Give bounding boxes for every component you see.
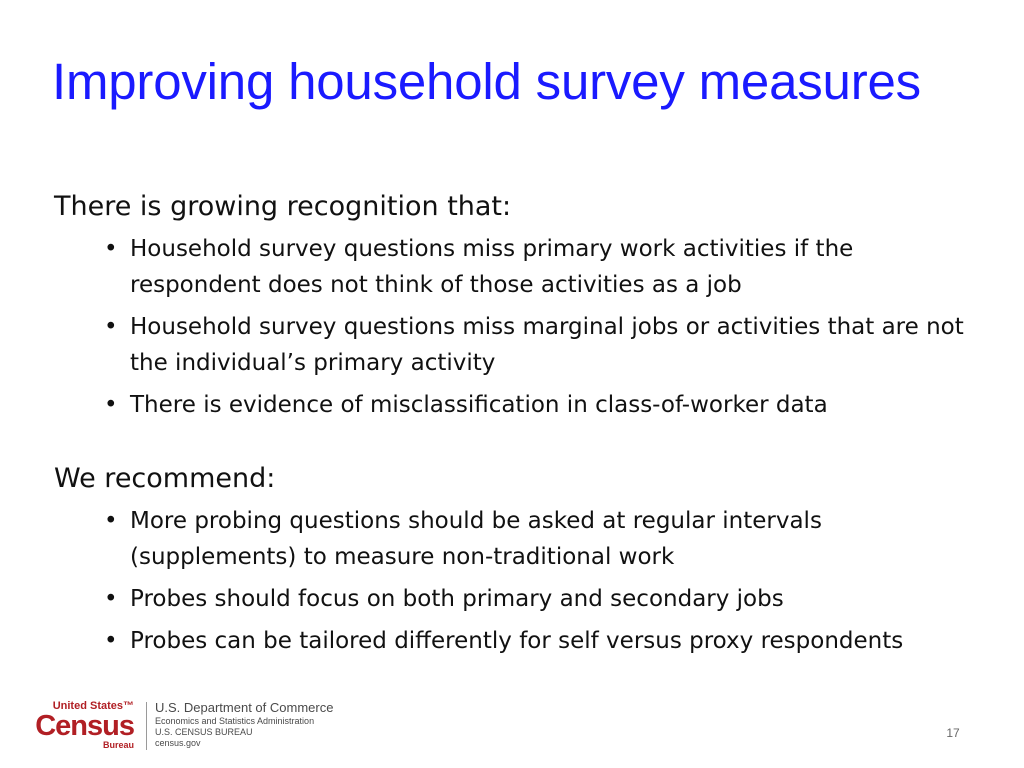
logo-main-text: Census (35, 710, 134, 742)
slide-title: Improving household survey measures (52, 53, 921, 110)
bullet-list (54, 503, 964, 659)
bureau-name: U.S. CENSUS BUREAU (155, 727, 253, 737)
logo-top-text: United States™ (52, 700, 134, 712)
bullet-list (54, 231, 964, 423)
recommendation-section (54, 461, 964, 665)
bullet-item: • Probes can be tailored differently for self versus proxy respondents (104, 623, 964, 659)
page-number: 17 (946, 726, 960, 740)
logo-bottom-text: Bureau (102, 740, 134, 750)
bullet-item: • Probes should focus on both primary and secondary jobs (104, 581, 964, 617)
administration-name: Economics and Statistics Administration (155, 716, 315, 726)
census-logo (28, 700, 134, 750)
bullet-item: • More probing questions should be asked at regular intervals (supplements) to measure non-traditional work (104, 503, 964, 575)
footer-divider (146, 702, 147, 750)
bullet-item: • Household survey questions miss primary work activities if the respondent does not think of those activities as a job (104, 231, 964, 303)
bullet-item: • There is evidence of misclassification in class-of-worker data (104, 387, 964, 423)
department-name: U.S. Department of Commerce (155, 700, 334, 715)
footer (28, 700, 333, 752)
recognition-section (54, 189, 964, 429)
section-lead: We recommend: (54, 463, 276, 494)
bullet-item: • Household survey questions miss marginal jobs or activities that are not the individual’s primary activity (104, 309, 964, 381)
website-link[interactable]: census.gov (155, 738, 201, 748)
agency-info (155, 700, 333, 749)
section-lead: There is growing recognition that: (54, 191, 512, 222)
